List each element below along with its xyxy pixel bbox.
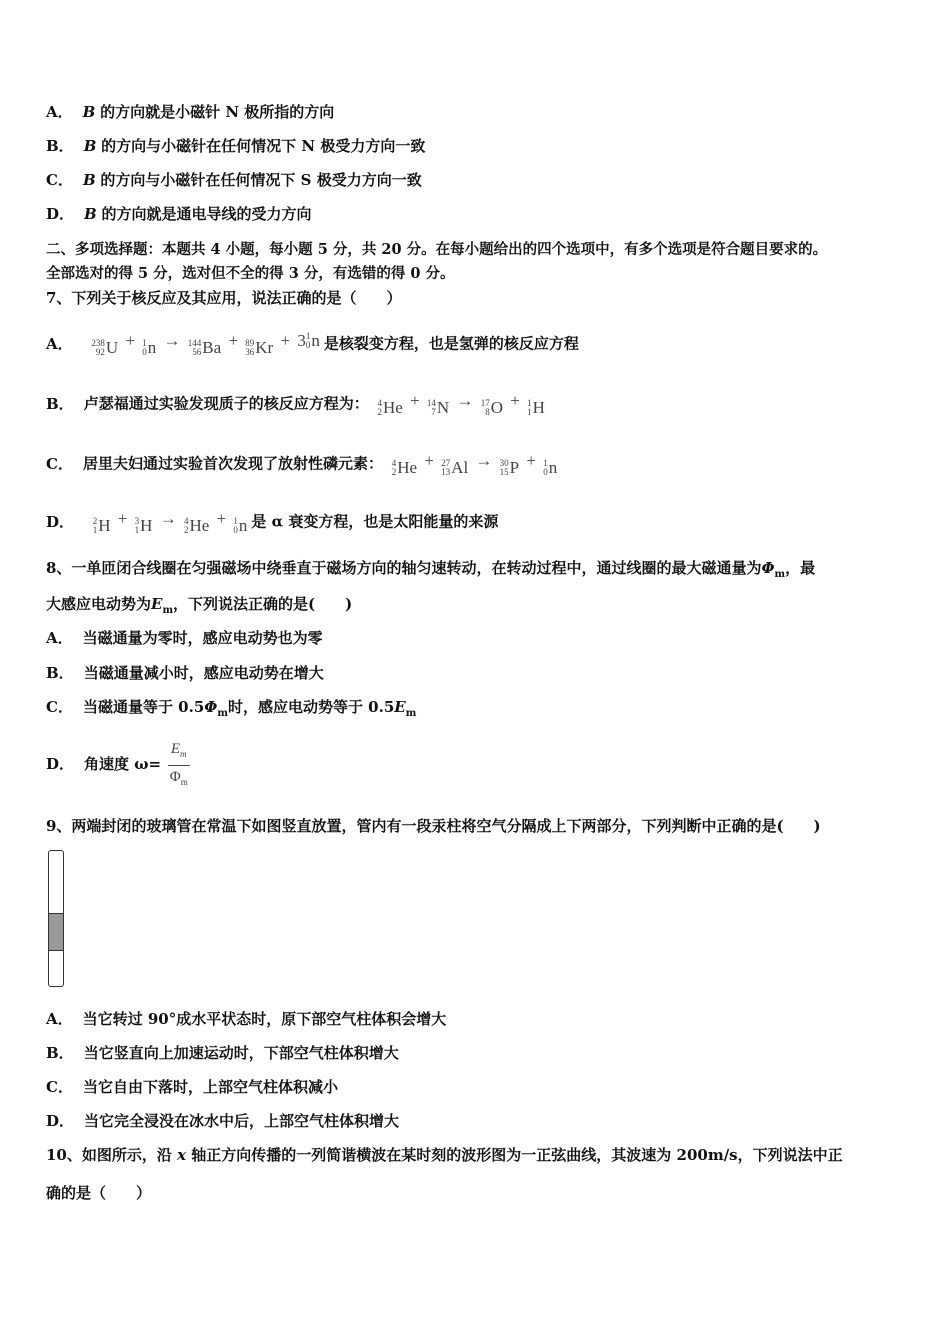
var-b: B	[83, 137, 97, 155]
option-label: D．	[46, 755, 75, 773]
option-text: 当磁通量为零时，感应电动势也为零	[82, 629, 323, 647]
option-text: 卢瑟福通过实验发现质子的核反应方程为：	[83, 394, 369, 413]
q8-option-c[interactable]	[46, 697, 416, 724]
q6-option-a[interactable]	[46, 102, 334, 122]
q6-option-c[interactable]	[46, 170, 422, 190]
option-label: C．	[46, 1078, 73, 1096]
nuclear-equation: 4 2 He + 14 7 N → 17 8 O + 1 1 H	[377, 391, 545, 417]
q9-option-d[interactable]	[46, 1111, 399, 1131]
option-label: D．	[46, 205, 75, 223]
option-text: 的方向就是通电导线的受力方向	[101, 205, 312, 223]
q8-option-b[interactable]	[46, 663, 324, 683]
q8-option-a[interactable]	[46, 628, 323, 648]
var-b: B	[84, 205, 97, 223]
option-label: B．	[46, 394, 74, 413]
option-text: 角速度 ω=	[84, 755, 162, 773]
q6-option-d[interactable]	[46, 204, 312, 224]
mercury-column	[49, 913, 63, 951]
option-text: 当它转过 90°成水平状态时，原下部空气柱体积会增大	[82, 1010, 447, 1028]
q6-option-b[interactable]	[46, 136, 425, 156]
q8-stem-line2: 大感应电动势为$E_m$，下列说法正确的是( )	[46, 595, 353, 616]
q9-stem: 9、两端封闭的玻璃管在常温下如图竖直放置，管内有一段汞柱将空气分隔成上下两部分，下列判断中正确的是( )	[46, 817, 821, 835]
option-label: A．	[46, 1010, 73, 1028]
option-text: 是 α 衰变方程，也是太阳能量的来源	[251, 512, 499, 531]
q10-stem-line2: 确的是（ ）	[46, 1184, 152, 1202]
option-label: D．	[46, 512, 75, 531]
option-text: 当磁通量减小时，感应电动势在增大	[83, 664, 324, 682]
q9-option-b[interactable]	[46, 1043, 399, 1063]
q10-stem-line1: 10、如图所示，沿 x 轴正方向传播的一列简谐横波在某时刻的波形图为一正弦曲线，其波速为 200m/s，下列说法中正	[46, 1146, 843, 1164]
option-text: 的方向就是小磁针 N 极所指的方向	[100, 103, 335, 121]
option-text: 当磁通量等于 $0.5\Phi_m$时，感应电动势等于 $0.5E_m$	[82, 698, 417, 719]
option-label: C．	[46, 171, 73, 189]
option-text: 当它自由下落时，上部空气柱体积减小	[82, 1078, 338, 1096]
option-label: A．	[46, 103, 73, 121]
q7-option-d[interactable]	[46, 504, 498, 541]
option-label: B．	[46, 1044, 74, 1062]
option-text: 的方向与小磁针在任何情况下 N 极受力方向一致	[101, 137, 426, 155]
option-text: 当它竖直向上加速运动时，下部空气柱体积增大	[83, 1044, 399, 1062]
option-label: B．	[46, 664, 74, 682]
q7-stem: 7、下列关于核反应及其应用，说法正确的是（ ）	[46, 289, 402, 307]
q7-option-a[interactable]	[46, 326, 579, 363]
section-heading-line2: 全部选对的得 5 分，选对但不全的得 3 分，有选错的得 0 分。	[46, 265, 455, 282]
option-text: 居里夫妇通过实验首次发现了放射性磷元素：	[82, 454, 383, 473]
option-label: C．	[46, 454, 73, 473]
q7-option-b[interactable]	[46, 386, 549, 423]
option-label: C．	[46, 698, 73, 716]
q8-option-d[interactable]	[46, 736, 190, 792]
option-text: 当它完全浸没在冰水中后，上部空气柱体积增大	[84, 1112, 400, 1130]
q8-stem-line1: 8、一单匝闭合线圈在匀强磁场中绕垂直于磁场方向的轴匀速转动，在转动过程中，通过线圈的最大磁通量为$\Phi_m$，最	[46, 559, 816, 580]
option-label: A．	[46, 334, 73, 353]
var-b: B	[82, 103, 96, 121]
option-label: A．	[46, 629, 73, 647]
q9-option-c[interactable]	[46, 1077, 338, 1097]
q7-option-c[interactable]	[46, 446, 561, 483]
var-b: B	[82, 171, 96, 189]
nuclear-equation: 4 2 He + 27 13 Al → 30 15 P + 1 0 n	[391, 451, 558, 477]
nuclear-equation: 238 92 U + 1 0 n → 144 56 Ba + 89 36 Kr + 3 1 0 n	[91, 331, 320, 357]
option-text: 是核裂变方程，也是氢弹的核反应方程	[323, 334, 579, 353]
q9-option-a[interactable]	[46, 1009, 446, 1029]
section-heading-line1: 二、多项选择题：本题共 4 小题，每小题 5 分，共 20 分。在每小题给出的四个选项中，有多个选项是符合题目要求的。	[46, 241, 828, 258]
fraction: $\frac{E_m}{\Phi_m}$	[169, 740, 188, 787]
nuclear-equation: 2 1 H + 3 1 H → 4 2 He + 1 0 n	[92, 509, 248, 535]
option-label: B．	[46, 137, 74, 155]
glass-tube-figure	[48, 850, 64, 987]
option-label: D．	[46, 1112, 75, 1130]
option-text: 的方向与小磁针在任何情况下 S 极受力方向一致	[100, 171, 422, 189]
